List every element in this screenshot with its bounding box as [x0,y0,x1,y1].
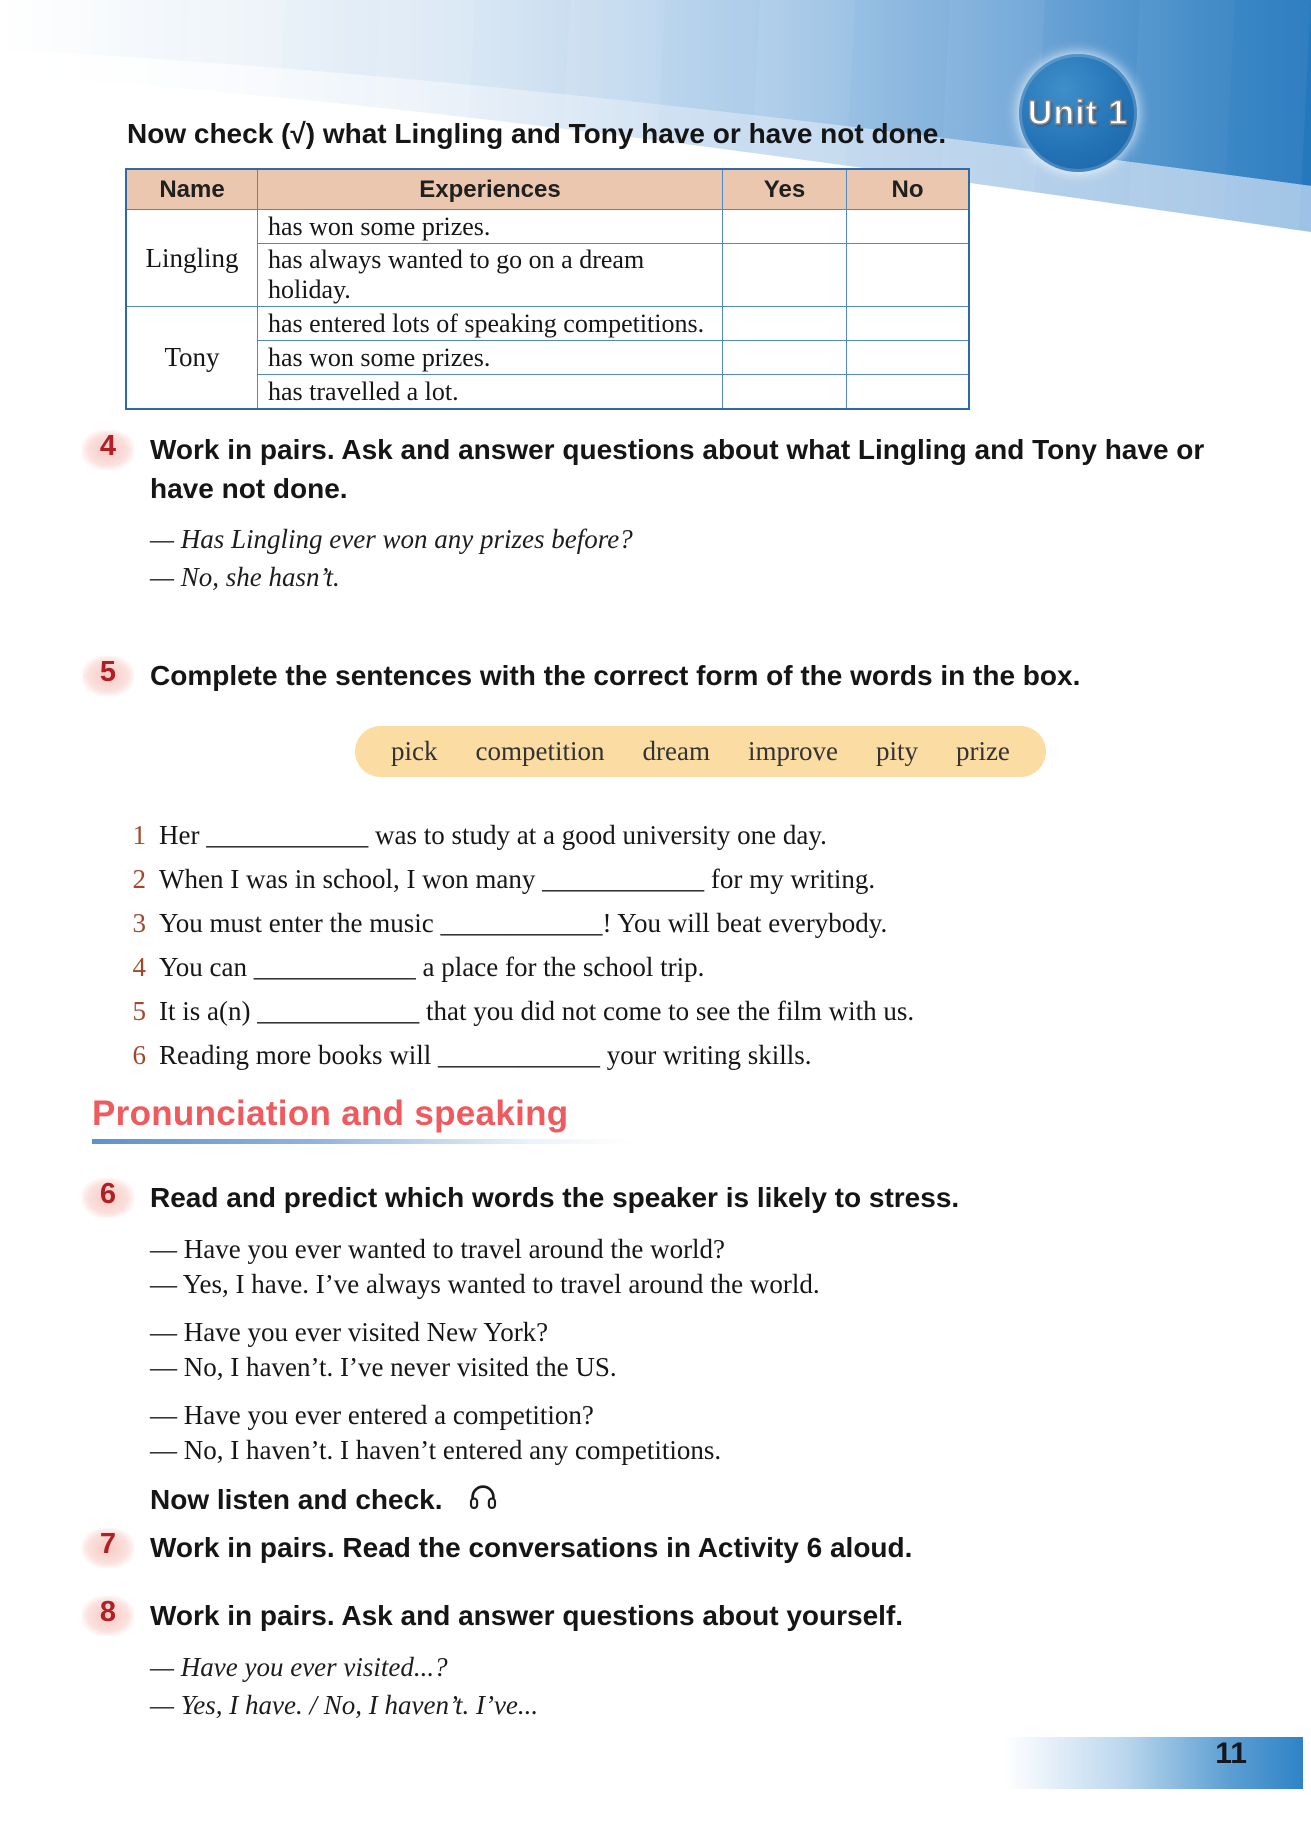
sentence-text: When I was in school, I won many ____________ for my writing. [159,864,876,894]
sentence-item [128,945,1257,989]
unit-badge [1019,54,1137,172]
activity-7-heading: Work in pairs. Read the conversations in Activity 6 aloud. [150,1532,913,1563]
check-cell-yes[interactable] [723,375,847,410]
experience-cell: has always wanted to go on a dream holiday. [258,244,723,307]
check-cell-no[interactable] [847,244,970,307]
dialogue-question: — Have you ever wanted to travel around the world? [150,1234,726,1264]
column-header-no: No [847,169,970,210]
sentence-number: 6 [132,1040,146,1070]
sentence-item [128,857,1257,901]
experience-cell: has won some prizes. [258,210,723,244]
table-row [126,307,969,341]
sentence-text: Reading more books will ____________ your writing skills. [159,1040,812,1070]
activity-5-heading: Complete the sentences with the correct form of the words in the box. [150,660,1081,691]
example-line: — Has Lingling ever won any prizes before? [150,524,633,554]
activity-8-number: 8 [82,1596,134,1636]
section-title: Pronunciation and speaking [92,1094,569,1133]
sentence-number: 5 [132,996,146,1026]
activity-6-heading: Read and predict which words the speaker is likely to stress. [150,1182,960,1213]
experience-cell: has entered lots of speaking competitions. [258,307,723,341]
example-line: — Have you ever visited...? [150,1652,448,1682]
activity-8-heading: Work in pairs. Ask and answer questions about yourself. [150,1600,904,1631]
activity-4-number: 4 [82,430,134,470]
sentence-item [128,989,1257,1033]
dialogue-pair [150,1315,1257,1385]
activity-8 [82,1596,1257,1724]
section-underline [92,1139,637,1144]
check-cell-yes[interactable] [723,210,847,244]
sentence-number: 2 [132,864,146,894]
name-cell-tony: Tony [126,307,258,410]
experience-cell: has won some prizes. [258,341,723,375]
name-cell-lingling: Lingling [126,210,258,307]
word-box-item: improve [747,736,838,766]
dialogue-pair [150,1398,1257,1468]
sentence-text: Her ____________ was to study at a good university one day. [159,820,827,850]
column-header-yes: Yes [723,169,847,210]
activity-4 [82,430,1257,596]
sentence-item [128,813,1257,857]
activity-7-number: 7 [82,1528,134,1568]
table-header-row [126,169,969,210]
sentence-item [128,901,1257,945]
sentence-text: You must enter the music ____________! You will beat everybody. [159,908,888,938]
word-box-item: pick [391,736,438,766]
page-number: 11 [1215,1737,1247,1770]
check-cell-yes[interactable] [723,341,847,375]
word-box-item: dream [642,736,710,766]
word-box-item: competition [475,736,605,766]
example-line: — No, she hasn’t. [150,562,340,592]
footer-page-bar [1005,1737,1303,1789]
listen-and-check-label: Now listen and check. [150,1483,443,1515]
check-cell-no[interactable] [847,307,970,341]
column-header-experiences: Experiences [258,169,723,210]
activity-5-number: 5 [82,656,134,696]
dialogue-question: — Have you ever entered a competition? [150,1400,594,1430]
sentence-number: 4 [132,952,146,982]
dialogue-answer: — No, I haven’t. I haven’t entered any competitions. [150,1435,722,1465]
section-pronunciation-and-speaking [92,1094,637,1144]
table-row [126,210,969,244]
activity-7 [82,1528,1257,1568]
sentence-item [128,1033,1257,1077]
activity-6-number: 6 [82,1178,134,1218]
experiences-table [125,168,970,410]
example-line: — Yes, I have. / No, I haven’t. I’ve... [150,1690,539,1720]
sentence-number: 1 [132,820,146,850]
dialogue-answer: — No, I haven’t. I’ve never visited the US. [150,1352,617,1382]
sentence-number: 3 [132,908,146,938]
dialogue-question: — Have you ever visited New York? [150,1317,549,1347]
dialogue-pair [150,1232,1257,1302]
check-cell-no[interactable] [847,341,970,375]
sentence-text: It is a(n) ____________ that you did not come to see the film with us. [159,996,915,1026]
activity-6 [82,1178,1257,1518]
word-box-item: prize [955,736,1010,766]
check-cell-no[interactable] [847,210,970,244]
word-box-item: pity [875,736,918,766]
unit-badge-label: Unit 1 [1027,93,1129,132]
sentence-text: You can ____________ a place for the school trip. [159,952,705,982]
experience-cell: has travelled a lot. [258,375,723,410]
column-header-name: Name [126,169,258,210]
check-cell-no[interactable] [847,375,970,410]
activity-5 [82,656,1257,1077]
headphones-icon[interactable] [467,1481,499,1518]
check-cell-yes[interactable] [723,244,847,307]
check-cell-yes[interactable] [723,307,847,341]
word-box [355,726,1046,777]
activity-4-heading: Work in pairs. Ask and answer questions about what Lingling and Tony have or have not done. [150,434,1205,504]
dialogue-answer: — Yes, I have. I’ve always wanted to travel around the world. [150,1269,820,1299]
check-instruction-heading: Now check (√) what Lingling and Tony have or have not done. [127,118,947,149]
